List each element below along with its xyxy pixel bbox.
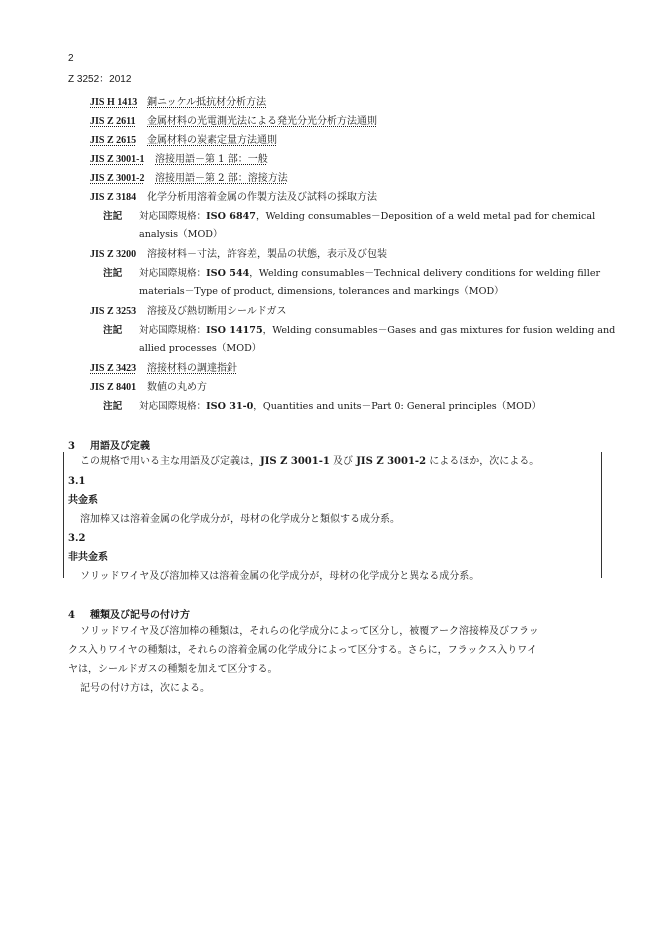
intro-ref: JIS Z 3001-1 bbox=[260, 456, 330, 467]
reference-title: 数値の丸め方 bbox=[147, 382, 207, 393]
reference-title: 金属材料の光電測光法による発光分光分析方法通則 bbox=[147, 116, 377, 127]
section-heading bbox=[68, 437, 150, 452]
intro-text: 及び bbox=[329, 456, 357, 467]
note-line bbox=[103, 400, 541, 414]
iso-code: ISO 31-0 bbox=[206, 401, 254, 412]
reference-item bbox=[90, 134, 277, 148]
note-prefix: 対応国際規格： bbox=[139, 211, 207, 222]
section-number: 3 bbox=[68, 441, 75, 452]
reference-title: 溶接及び熱切断用シールドガス bbox=[147, 306, 287, 317]
section-title: 用語及び定義 bbox=[90, 441, 150, 452]
paragraph-line: ソリッドワイヤ及び溶加棒の種類は，それらの化学成分によって区分し，被覆アーク溶接棒及びフラッ bbox=[80, 626, 539, 637]
reference-title: 溶接材料の調達指針 bbox=[147, 363, 237, 374]
reference-title: 化学分析用溶着金属の作製方法及び試料の採取方法 bbox=[147, 192, 377, 203]
reference-item bbox=[90, 96, 266, 110]
term-definition: ソリッドワイヤ及び溶加棒又は溶着金属の化学成分が，母材の化学成分と異なる成分系。 bbox=[80, 571, 480, 582]
paragraph: 記号の付け方は，次による。 bbox=[80, 683, 210, 694]
reference-title: 溶接用語－第 2 部：溶接方法 bbox=[155, 173, 288, 184]
reference-item bbox=[90, 362, 237, 376]
note-text: ，Quantities and units－Part 0: General principles（MOD） bbox=[253, 401, 542, 412]
reference-code: JIS Z 3001-2 bbox=[90, 173, 145, 184]
change-bar-left bbox=[63, 452, 64, 578]
intro-ref: JIS Z 3001-2 bbox=[356, 456, 427, 467]
standard-code: Z 3252：2012 bbox=[68, 74, 132, 85]
reference-title: 溶接用語－第 1 部：一般 bbox=[155, 154, 268, 165]
iso-code: ISO 544 bbox=[206, 268, 250, 279]
intro-text: この規格で用いる主な用語及び定義は， bbox=[80, 456, 260, 467]
iso-code: ISO 14175 bbox=[206, 325, 263, 336]
reference-item bbox=[90, 172, 288, 186]
note-text: ，Welding consumables－Technical delivery conditions for welding filler bbox=[249, 268, 601, 279]
reference-item bbox=[90, 153, 268, 167]
reference-item bbox=[90, 305, 287, 319]
reference-code: JIS Z 2615 bbox=[90, 135, 137, 146]
term-name: 共金系 bbox=[68, 495, 98, 506]
section-intro bbox=[80, 455, 539, 469]
section-title: 種類及び記号の付け方 bbox=[90, 610, 190, 621]
reference-code: JIS Z 3001-1 bbox=[90, 154, 145, 165]
paragraph-line: クス入りワイヤの種類は，それらの溶着金属の化学成分によって区分する。さらに，フラックス入りワイ bbox=[68, 645, 537, 656]
note-continuation: materials－Type of product, dimensions, tolerances and markings（MOD） bbox=[139, 286, 504, 297]
iso-code: ISO 6847 bbox=[206, 211, 256, 222]
page-number: 2 bbox=[68, 53, 74, 64]
note-line bbox=[103, 267, 600, 281]
reference-title: 金属材料の炭素定量方法通則 bbox=[147, 135, 277, 146]
term-name: 非共金系 bbox=[68, 552, 108, 563]
note-prefix: 対応国際規格： bbox=[139, 268, 207, 279]
section-number: 4 bbox=[68, 610, 75, 621]
note-continuation: allied processes（MOD） bbox=[139, 343, 262, 354]
term-number: 3.2 bbox=[68, 533, 86, 544]
reference-code: JIS Z 3423 bbox=[90, 363, 137, 374]
note-prefix: 対応国際規格： bbox=[139, 401, 207, 412]
reference-code: JIS Z 3200 bbox=[90, 249, 137, 260]
reference-item bbox=[90, 115, 377, 129]
term-number: 3.1 bbox=[68, 476, 86, 487]
reference-code: JIS Z 3253 bbox=[90, 306, 137, 317]
section-heading bbox=[68, 606, 190, 621]
term-definition: 溶加棒又は溶着金属の化学成分が，母材の化学成分と類似する成分系。 bbox=[80, 514, 400, 525]
note-line bbox=[103, 324, 615, 338]
reference-title: 溶接材料－寸法，許容差，製品の状態，表示及び包装 bbox=[147, 249, 387, 260]
reference-item bbox=[90, 191, 377, 205]
reference-code: JIS H 1413 bbox=[90, 97, 138, 108]
reference-code: JIS Z 2611 bbox=[90, 116, 136, 127]
reference-code: JIS Z 8401 bbox=[90, 382, 137, 393]
note-continuation: analysis（MOD） bbox=[139, 229, 223, 240]
reference-code: JIS Z 3184 bbox=[90, 192, 137, 203]
paragraph-line: ヤは，シールドガスの種類を加えて区分する。 bbox=[68, 664, 278, 675]
change-bar-right bbox=[601, 452, 602, 578]
note-text: ，Welding consumables－Deposition of a weld metal pad for chemical bbox=[255, 211, 596, 222]
note-label: 注記 bbox=[103, 268, 123, 279]
reference-item bbox=[90, 381, 207, 395]
note-text: ，Welding consumables－Gases and gas mixtures for fusion welding and bbox=[262, 325, 616, 336]
intro-text: によるほか，次による。 bbox=[426, 456, 540, 467]
note-label: 注記 bbox=[103, 211, 123, 222]
note-prefix: 対応国際規格： bbox=[139, 325, 207, 336]
note-line bbox=[103, 210, 595, 224]
note-label: 注記 bbox=[103, 325, 123, 336]
reference-item bbox=[90, 248, 387, 262]
note-label: 注記 bbox=[103, 401, 123, 412]
reference-title: 銅ニッケル抵抗材分析方法 bbox=[147, 97, 267, 108]
